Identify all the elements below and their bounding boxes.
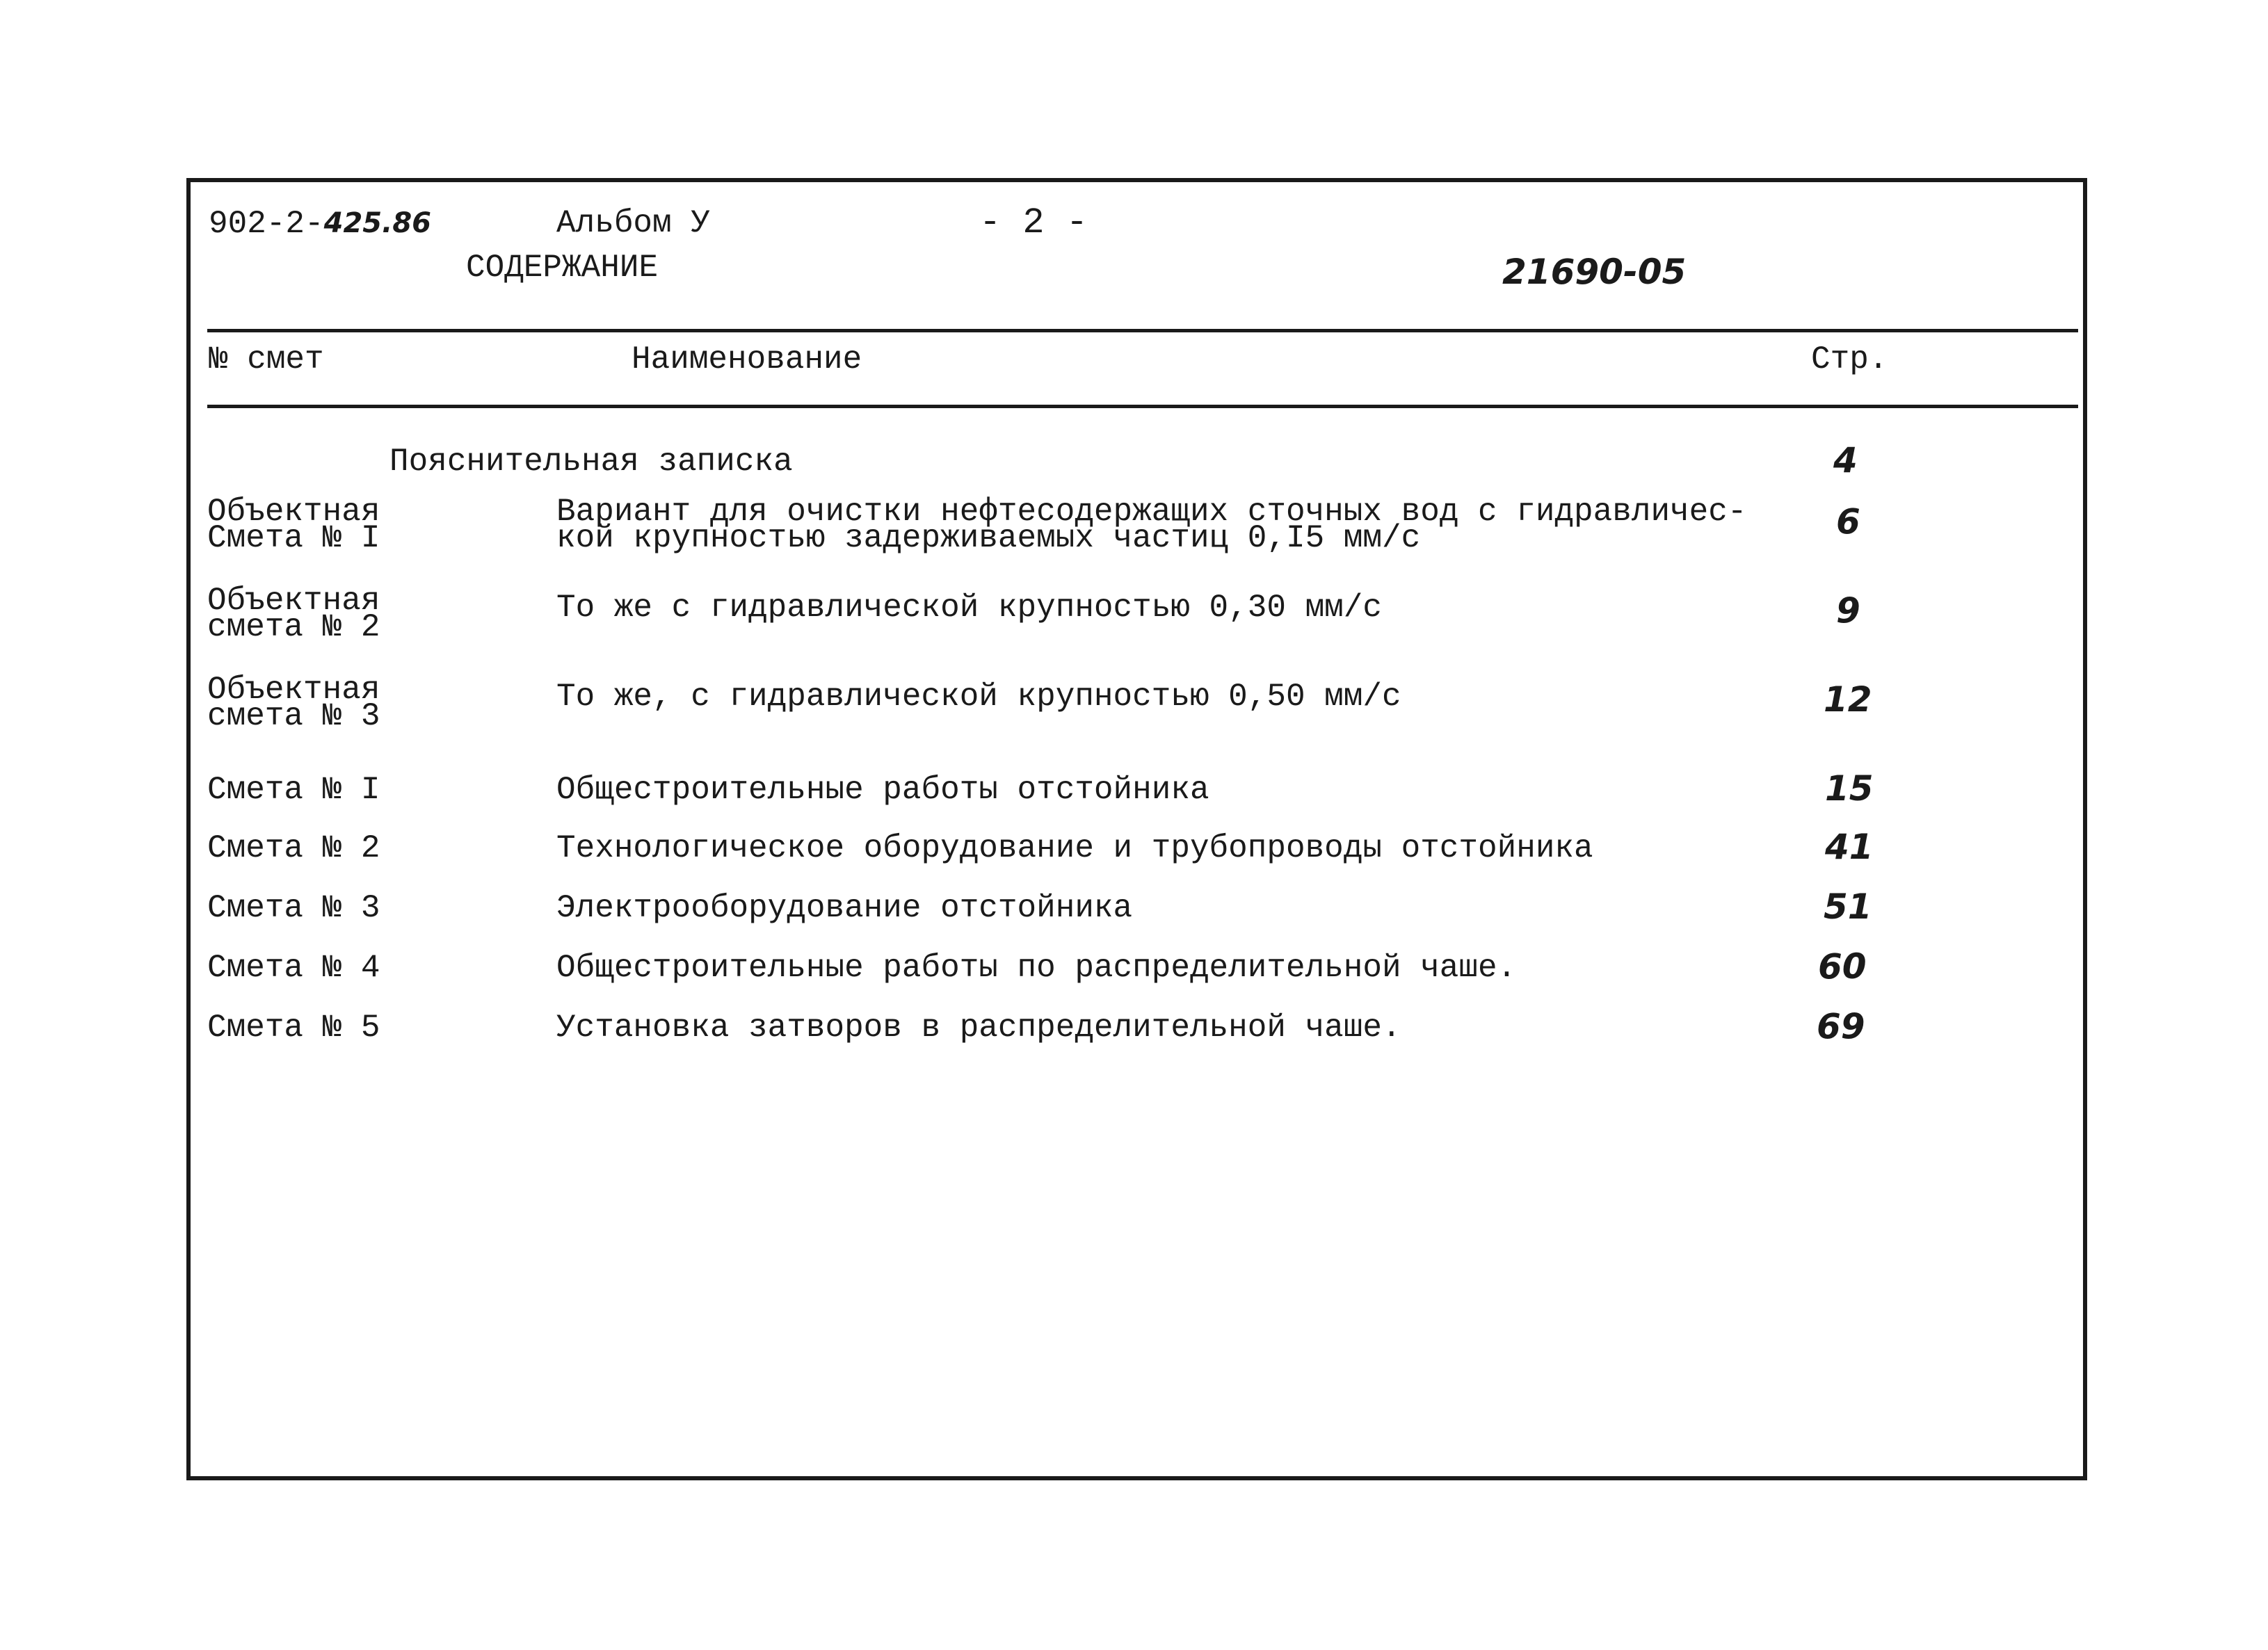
- page-number: - 2 -: [979, 202, 1088, 243]
- page-title: СОДЕРЖАНИЕ: [466, 250, 659, 286]
- document-code-prefix: 902-2-: [209, 206, 324, 242]
- row-page-number: 4: [1833, 440, 1858, 480]
- row-estimate-number: Смета № 4: [207, 950, 380, 986]
- row-page-number: 9: [1836, 590, 1860, 631]
- row-title: Общестроительные работы по распределительной чаше.: [556, 950, 1517, 986]
- row-title: Установка затворов в распределительной чаше.: [556, 1010, 1401, 1046]
- document-code: [209, 206, 431, 241]
- row-title: Общестроительные работы отстойника: [556, 772, 1209, 808]
- column-header-number: № смет: [209, 341, 324, 378]
- row-page-number: 69: [1817, 1006, 1865, 1046]
- row-page-number: 12: [1824, 679, 1872, 720]
- row-title: То же с гидравлической крупностью 0,30 мм/с: [556, 590, 1382, 626]
- header-rule-top: [207, 329, 2078, 332]
- column-header-name: Наименование: [632, 341, 862, 378]
- row-page-number: 6: [1836, 501, 1860, 542]
- album-label: Альбом У: [556, 205, 710, 241]
- row-title: То же, с гидравлической крупностью 0,50 мм/с: [556, 679, 1401, 715]
- row-title: Пояснительная записка: [389, 444, 793, 480]
- row-estimate-number-line: Объектная: [207, 672, 380, 708]
- row-page-number: 60: [1818, 946, 1867, 987]
- row-estimate-number: Смета № I: [207, 772, 380, 808]
- header-rule-bottom: [207, 405, 2078, 408]
- row-page-number: 41: [1825, 827, 1874, 867]
- row-estimate-number-line: Объектная: [207, 583, 380, 619]
- row-title-line: кой крупностью задерживаемых частиц 0,I5 мм/с: [556, 520, 1421, 556]
- document-code-handwritten: 425.86: [323, 207, 431, 239]
- row-estimate-number-line: Смета № I: [207, 520, 380, 556]
- row-estimate-number: Смета № 5: [207, 1010, 380, 1046]
- row-estimate-number: Смета № 3: [207, 890, 380, 926]
- row-page-number: 15: [1825, 768, 1874, 809]
- column-header-page: Стр.: [1811, 341, 1888, 378]
- row-title-line: Вариант для очистки нефтесодержащих сточных вод с гидравличес-: [556, 494, 1747, 530]
- row-title: Электрооборудование отстойника: [556, 890, 1133, 926]
- row-estimate-number-line: Объектная: [207, 494, 380, 530]
- row-title: Технологическое оборудование и трубопроводы отстойника: [556, 830, 1593, 866]
- row-estimate-number-line: смета № 2: [207, 609, 380, 645]
- row-page-number: 51: [1824, 887, 1872, 927]
- row-estimate-number-line: смета № 3: [207, 698, 380, 734]
- registry-number: 21690-05: [1502, 252, 1687, 292]
- row-estimate-number: Смета № 2: [207, 830, 380, 866]
